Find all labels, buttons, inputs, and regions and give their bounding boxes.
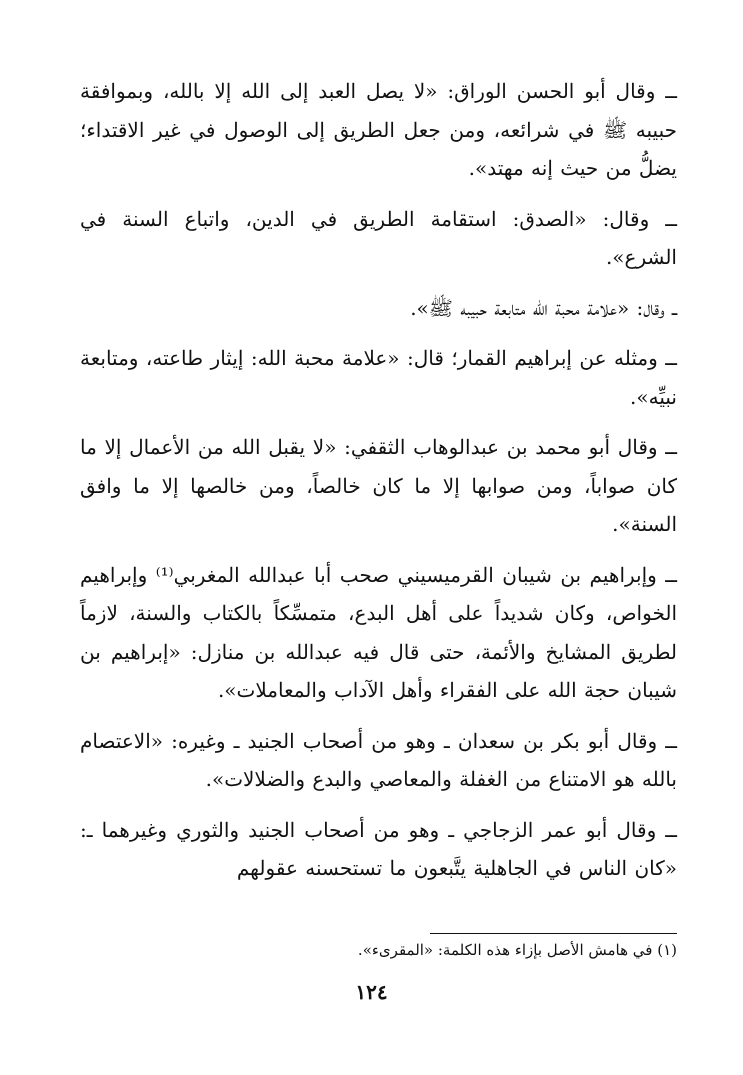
footnote: (١) في هامش الأصل بإزاء هذه الكلمة: «المقرىء».: [357, 941, 677, 959]
footnote-divider: [430, 933, 677, 934]
paragraph-al-warraq: ــ وقال أبو الحسن الوراق: «لا يصل العبد إلى الله إلا بالله، وبموافقة حبيبه ﷺ في شرائعه، ومن جعل الطريق إلى الوصول في غير الاقتداء؛ يضلُّ من حيث إنه مهتد».: [80, 79, 677, 180]
paragraph-ibn-shayban: ــ وإبراهيم بن شيبان القرميسيني صحب أبا عبدالله المغربي⁽¹⁾ وإبراهيم الخواص، وكان شديداً على أهل البدع، متمسِّكاً بالكتاب والسنة، لازماً لطريق المشايخ والأئمة، حتى قال فيه عبدالله بن منازل: «إبراهيم بن شيبان حجة الله على الفقراء وأهل الآداب والمعاملات».: [80, 562, 677, 702]
paragraph-mahabba: ــ وقال: «علامة محبة الله متابعة حبيبه ﷺ».: [410, 295, 677, 320]
paragraph-al-zajjaji: ــ وقال أبو عمر الزجاجي ـ وهو من أصحاب الجنيد والثوري وغيرهما ـ: «كان الناس في الجاهلية يتَّبعون ما تستحسنه عقولهم: [80, 817, 677, 880]
paragraph-sidq: ــ وقال: «الصدق: استقامة الطريق في الدين، واتباع السنة في الشرع».: [80, 206, 677, 269]
paragraph-ibn-saadan: ــ وقال أبو بكر بن سعدان ـ وهو من أصحاب الجنيد ـ وغيره: «الاعتصام بالله هو الامتناع من الغفلة والمعاصي والبدع والضلالات».: [80, 728, 677, 791]
body-text: [80, 72, 677, 900]
paragraph-al-qammar: ــ ومثله عن إبراهيم القمار؛ قال: «علامة محبة الله: إيثار طاعته، ومتابعة نبيِّه».: [80, 346, 678, 409]
page-number: ١٢٤: [355, 980, 388, 1004]
paragraph-al-thaqafi: ــ وقال أبو محمد بن عبدالوهاب الثقفي: «لا يقبل الله من الأعمال إلا ما كان صواباً، ومن صوابها إلا ما كان خالصاً، ومن خالصها إلا ما وافق السنة».: [80, 435, 677, 536]
